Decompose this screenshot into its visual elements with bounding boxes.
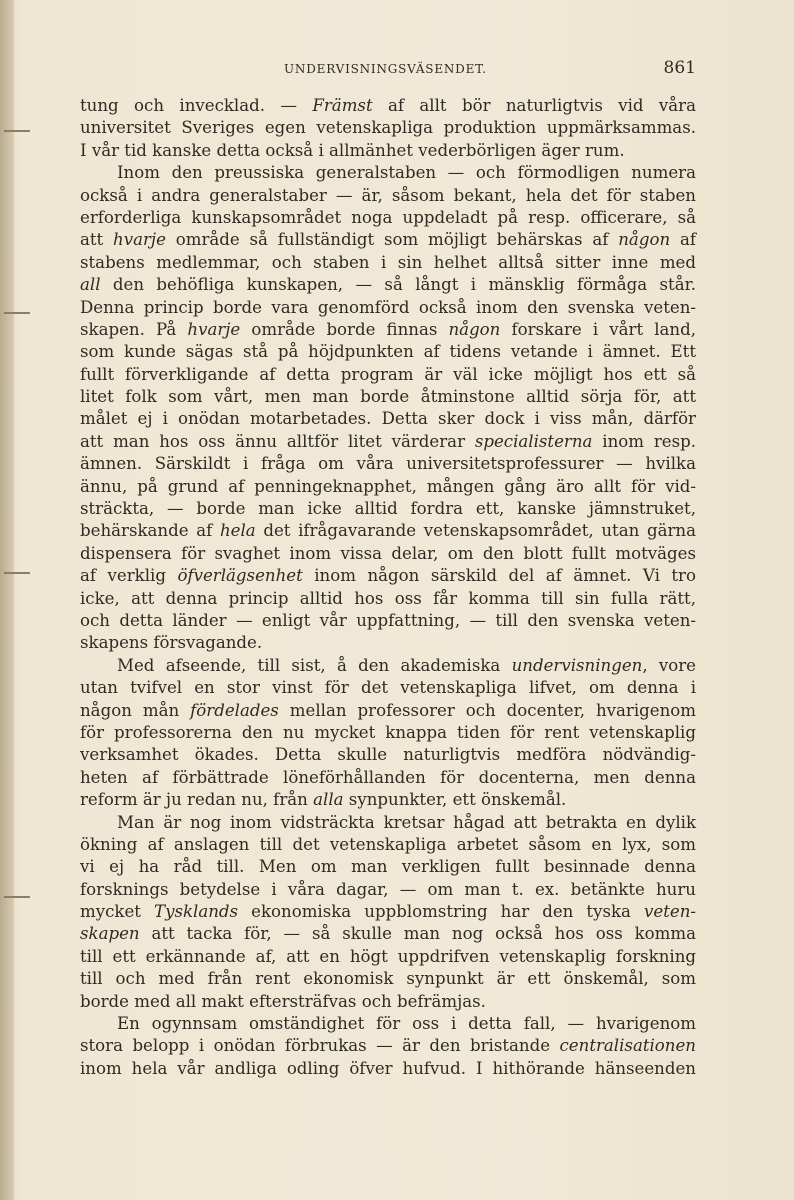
text-span: heten af förbättrade löneförhållanden för docenterna, men denna [80,767,696,787]
body-text [80,95,696,1080]
text-span: inom resp. [592,431,696,451]
text-line [80,812,696,834]
text-span: Med afseende, till sist, å den akademiska [117,655,512,675]
text-span: målet ej i onödan motarbetades. Detta sker dock i viss mån, därför [80,409,696,429]
text-span: ämnen. Särskildt i fråga om våra universitetsprofessurer — hvilka [80,454,696,474]
text-line [80,968,696,990]
text-line [80,476,696,498]
text-line [80,140,696,162]
margin-mark [4,572,30,574]
margin-mark [4,896,30,898]
text-span: också i andra generalstaber — är, såsom bekant, hela det för staben [80,185,696,205]
text-span: som kunde sägas stå på höjdpunkten af tidens vetande i ämnet. Ett [80,342,696,362]
text-span: universitet Sveriges egen vetenskapliga produktion uppmärksammas. [80,118,696,138]
italic-span: alla [313,790,344,810]
text-line [80,565,696,587]
running-title: UNDERVISNINGSVÄSENDET. [284,62,487,76]
text-span: någon mån [80,700,191,720]
text-span: vi ej ha råd till. Men om man verkligen fullt besinnade denna [80,857,696,877]
text-line [80,879,696,901]
text-span: En ogynnsam omständighet för oss i detta fall, — hvarigenom [117,1014,696,1034]
text-line [80,341,696,363]
text-span: litet folk som vårt, men man borde åtminstone alltid sörja för, att [80,387,696,407]
italic-span: öfverlägsenhet [177,566,303,586]
text-line [80,95,696,117]
text-span: den behöfliga kunskapen, — så långt i mänsklig förmåga står. [100,275,696,295]
page-number: 861 [663,58,696,78]
text-line [80,789,696,811]
text-span: utan tvifvel en stor vinst för det vetenskapliga lifvet, om denna i [80,678,696,698]
italic-span: någon [448,319,501,339]
text-span: icke, att denna princip alltid hos oss får komma till sin fulla rätt, [80,588,696,608]
italic-span: centralisationen [559,1036,696,1056]
italic-span: all [80,275,101,295]
text-span: område borde finnas [240,319,449,339]
text-line [80,431,696,453]
text-line [80,185,696,207]
text-span: ekonomiska uppblomstring har den tyska [238,902,645,922]
text-span: skapens försvagande. [80,633,263,653]
text-span: Denna princip borde vara genomförd också inom den svenska veten- [80,297,696,317]
text-span: till och med från rent ekonomisk synpunkt är ett önskemål, som [80,969,696,989]
text-span: Man är nog inom vidsträckta kretsar hågad att betrakta en dylik [117,812,696,832]
text-span: tung och invecklad. — [80,96,313,115]
text-span: och detta länder — enligt vår uppfattning, — till den svenska veten- [80,610,696,630]
text-line [80,856,696,878]
italic-span: någon [618,230,671,250]
text-span: synpunkter, ett önskemål. [343,790,567,810]
text-span: ökning af anslagen till det vetenskapliga arbetet såsom en lyx, som [80,834,696,854]
italic-span: Tysklands [154,902,239,922]
text-span: reform är ju redan nu, från [80,790,314,810]
text-line [80,1035,696,1057]
text-line [80,923,696,945]
text-span: forsknings betydelse i våra dagar, — om man t. ex. betänkte huru [80,879,696,899]
text-span: stabens medlemmar, och staben i sin helhet alltså sitter inne med [80,252,696,272]
text-line [80,386,696,408]
text-span: inom någon särskild del af ämnet. Vi tro [302,566,696,586]
text-line [80,588,696,610]
text-line [80,498,696,520]
italic-span: Främst [312,96,373,115]
text-span: fullt förverkligande af detta program är väl icke möjligt hos ett så [80,364,696,384]
text-span: verksamhet ökades. Detta skulle naturligtvis medföra nödvändig- [80,745,696,765]
text-span: ännu, på grund af penningeknapphet, mången gång äro allt för vid- [80,476,696,496]
text-span: , vore [642,655,697,675]
text-line [80,543,696,565]
text-span: att man hos oss ännu alltför litet värderar [80,431,475,451]
text-span: för professorerna den nu mycket knappa tiden för rent vetenskaplig [80,722,696,742]
text-span: det ifrågavarande vetenskapsområdet, utan gärna [255,521,696,541]
text-line [80,297,696,319]
text-line [80,610,696,632]
text-line [80,274,696,296]
text-line [80,744,696,766]
text-line [80,834,696,856]
text-line [80,520,696,542]
text-line [80,364,696,386]
text-line [80,1013,696,1035]
text-span: dispensera för svaghet inom vissa delar, om den blott fullt motväges [80,543,696,563]
text-span: behärskande af [80,521,220,541]
italic-span: hvarje [113,230,166,250]
text-line [80,946,696,968]
text-span: inom hela vår andliga odling öfver hufvud. I hithörande hänseenden [80,1058,696,1078]
text-line [80,677,696,699]
text-line [80,117,696,139]
italic-span: hvarje [187,319,241,339]
text-span: mycket [80,902,155,922]
text-span: att tacka för, — så skulle man nog också hos oss komma [139,924,696,944]
text-span: af verklig [80,566,178,586]
margin-mark [4,130,30,132]
italic-span: fördelades [190,700,279,720]
italic-span: skapen [80,924,140,944]
text-line [80,207,696,229]
text-span: att [80,230,114,250]
page-header [80,58,696,82]
text-span: I vår tid kanske detta också i allmänhet vederbörligen äger rum. [80,140,625,160]
text-line [80,252,696,274]
text-span: erforderliga kunskapsområdet noga uppdeladt på resp. officerare, så [80,207,696,227]
italic-span: veten- [644,902,696,922]
text-line [80,1058,696,1080]
text-line [80,722,696,744]
text-span: stora belopp i onödan förbrukas — är den bristande [80,1036,560,1056]
text-span: till ett erkännande af, att en högt uppdrifven vetenskaplig forskning [80,946,696,966]
italic-span: undervisningen [511,655,643,675]
text-span: af [670,230,696,250]
text-line [80,700,696,722]
text-span: mellan professorer och docenter, hvarigenom [278,700,696,720]
text-line [80,767,696,789]
text-span: skapen. På [80,319,188,339]
margin-mark [4,312,30,314]
text-line [80,319,696,341]
text-line [80,408,696,430]
text-span: af allt bör naturligtvis vid våra [372,96,696,115]
text-line [80,991,696,1013]
text-line [80,229,696,251]
text-span: forskare i vårt land, [500,319,697,339]
text-line [80,632,696,654]
italic-span: specialisterna [474,431,593,451]
text-line [80,453,696,475]
page-binding-edge [0,0,14,1200]
text-line [80,162,696,184]
italic-span: hela [219,521,256,541]
text-span: sträckta, — borde man icke alltid fordra ett, kanske jämnstruket, [80,499,696,519]
text-span: borde med all makt eftersträfvas och befrämjas. [80,991,486,1011]
text-span: område så fullständigt som möjligt behärskas af [165,230,619,250]
text-line [80,655,696,677]
text-span: Inom den preussiska generalstaben — och förmodligen numera [117,163,696,183]
text-line [80,901,696,923]
